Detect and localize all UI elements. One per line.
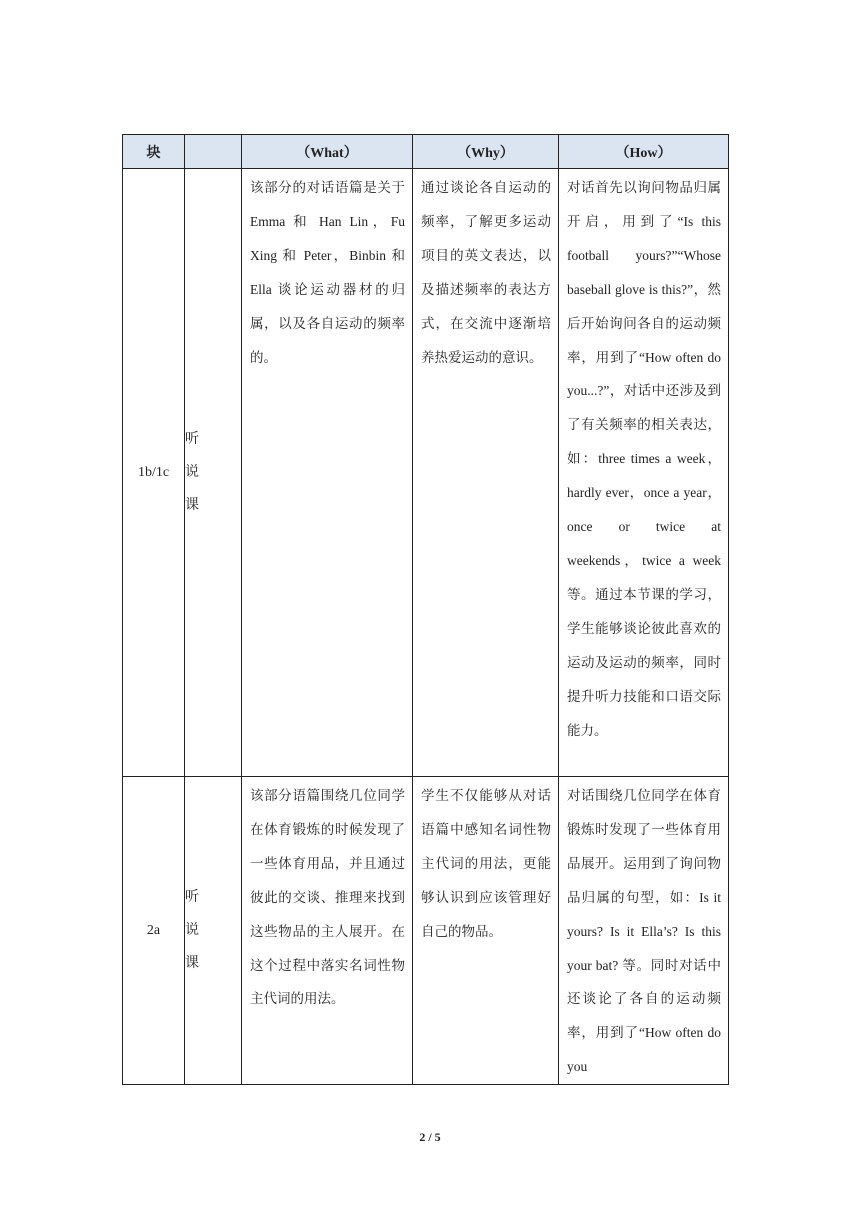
why-cell: [413, 169, 559, 777]
table-row: [123, 777, 729, 1085]
page-number: 2 / 5: [419, 1130, 441, 1144]
lesson-type-line: 课: [185, 956, 215, 972]
block-cell: 1b/1c: [123, 169, 185, 777]
block-cell: 2a: [123, 777, 185, 1085]
lesson-analysis-table: [122, 134, 729, 1085]
header-how: （How）: [559, 135, 729, 169]
how-cell: [559, 777, 729, 1085]
lesson-type-line: 听说: [185, 890, 215, 939]
header-why: （Why）: [413, 135, 559, 169]
header-block: 块: [123, 135, 185, 169]
what-text: 该部分的对话语篇是关于 Emma 和 Han Lin，Fu Xing 和 Peter，Binbin 和 Ella 谈论运动器材的归属，以及各自运动的频率的。: [250, 180, 405, 365]
table-row: [123, 169, 729, 777]
lesson-type-cell: [185, 169, 242, 777]
why-text: 通过谈论各自运动的频率，了解更多运动项目的英文表达，以及描述频率的表达方式，在交流中逐渐培养热爱运动的意识。: [421, 180, 551, 365]
what-cell: [242, 777, 413, 1085]
lesson-type-cell: [185, 777, 242, 1085]
how-text: 对话首先以询问物品归属开启，用到了“Is this football yours?”“Whose baseball glove is this?”，然后开始询问各自的运动频率，用到了“How often do you...?”，对话中还涉及到了有关频率的相关表达，如：three times a week，hardly ever，once a year，once or twice at weekends，twice a week 等。通过本节课的学习，学生能够谈论彼此喜欢的运动及运动的频率，同时提升听力技能和口语交际能力。: [567, 180, 721, 738]
table-header-row: [123, 135, 729, 169]
why-text: 学生不仅能够从对话语篇中感知名词性物主代词的用法，更能够认识到应该管理好自己的物品。: [421, 788, 551, 939]
lesson-type-line: 课: [185, 498, 215, 513]
header-type: [185, 135, 242, 169]
why-cell: [413, 777, 559, 1085]
how-cell: [559, 169, 729, 777]
what-text: 该部分语篇围绕几位同学在体育锻炼的时候发现了一些体育用品，并且通过彼此的交谈、推理来找到这些物品的主人展开。在这个过程中落实名词性物主代词的用法。: [250, 788, 405, 1007]
lesson-type-line: 听说: [185, 432, 215, 480]
how-text: 对话围绕几位同学在体育锻炼时发现了一些体育用品展开。运用到了询问物品归属的句型，如：Is it yours? Is it Ella’s? Is this your bat? 等。同时对话中还谈论了各自的运动频率，用到了“How often do you: [567, 788, 721, 1075]
header-what: （What）: [242, 135, 413, 169]
what-cell: [242, 169, 413, 777]
